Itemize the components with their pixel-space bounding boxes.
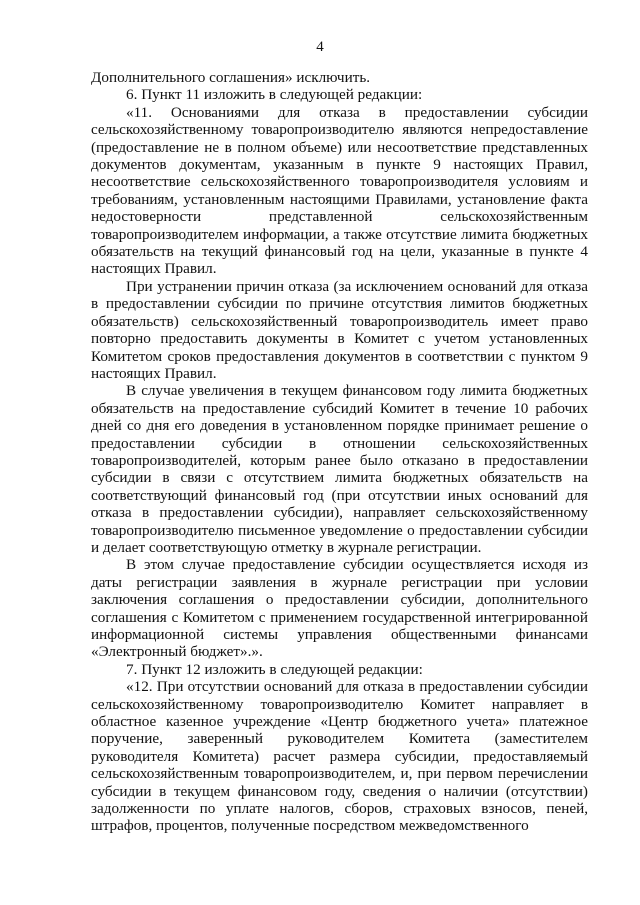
document-body bbox=[91, 69, 588, 835]
paragraph-item-7: 7. Пункт 12 изложить в следующей редакции: bbox=[126, 660, 423, 678]
paragraph-limit-increase: В случае увеличения в текущем финансовом году лимита бюджетных обязательств на предоставление субсидий Комитет в течение 10 рабочих дней со дня его доведения в установленном порядке принимает решение о предоставлении субсидии в отношении сельскохозяйственных товаропроизводителей, которым ранее было отказано в предоставлении субсидии в связи с отсутствием лимита бюджетных обязательств на соответствующий финансовый год (при отсутствии иных оснований для отказа в предоставлении субсидии), направляет сельскохозяйственному товаропроизводителю письменное уведомление о предоставлении субсидии и делает соответствующую отметку в журнале регистрации. bbox=[91, 382, 588, 556]
paragraph-resubmission: При устранении причин отказа (за исключением оснований для отказа в предоставлении субсидии по причине отсутствия лимитов бюджетных обязательств) сельскохозяйственный товаропроизводитель имеет право повторно предоставить документы в Комитет с учетом установленных Комитетом сроков предоставления документов в соответствии с пунктом 9 настоящих Правил. bbox=[91, 277, 588, 382]
paragraph-item-6: 6. Пункт 11 изложить в следующей редакции: bbox=[126, 86, 423, 104]
paragraph-continuation: Дополнительного соглашения» исключить. bbox=[91, 69, 371, 86]
paragraph-clause-11: «11. Основаниями для отказа в предоставлении субсидии сельскохозяйственному товаропроизводителю являются непредоставление (предоставление не в полном объеме) или несоответствие представленных документов документам, указанным в пункте 9 настоящих Правил, несоответствие сельскохозяйственного товаропроизводителя условиям и требованиям, установленным настоящими Правилами, установление факта недостоверности представленной сельскохозяйственным товаропроизводителем информации, а также отсутствие лимита бюджетных обязательств на текущий финансовый год на цели, указанные в пункте 4 настоящих Правил. bbox=[91, 103, 588, 278]
paragraph-clause-12: «12. При отсутствии оснований для отказа в предоставлении субсидии сельскохозяйственному товаропроизводителю Комитет направляет в областное казенное учреждение «Центр бюджетного учета» платежное поручение, заверенный руководителем Комитета (заместителем руководителя Комитета) расчет размера субсидии, предоставляемый сельскохозяйственным товаропроизводителем, и, при первом перечислении субсидии в текущем финансовом году, сведения о наличии (отсутствии) задолженности по уплате налогов, сборов, страховых взносов, пеней, штрафов, процентов, полученные посредством межведомственного bbox=[91, 678, 588, 835]
paragraph-registration-order: В этом случае предоставление субсидии осуществляется исходя из даты регистрации заявления в журнале регистрации при условии заключения соглашения о предоставлении субсидии, дополнительного соглашения с Комитетом с применением государственной интегрированной информационной системы управления общественными финансами «Электронный бюджет».». bbox=[91, 556, 588, 661]
page-number: 4 bbox=[316, 39, 324, 55]
